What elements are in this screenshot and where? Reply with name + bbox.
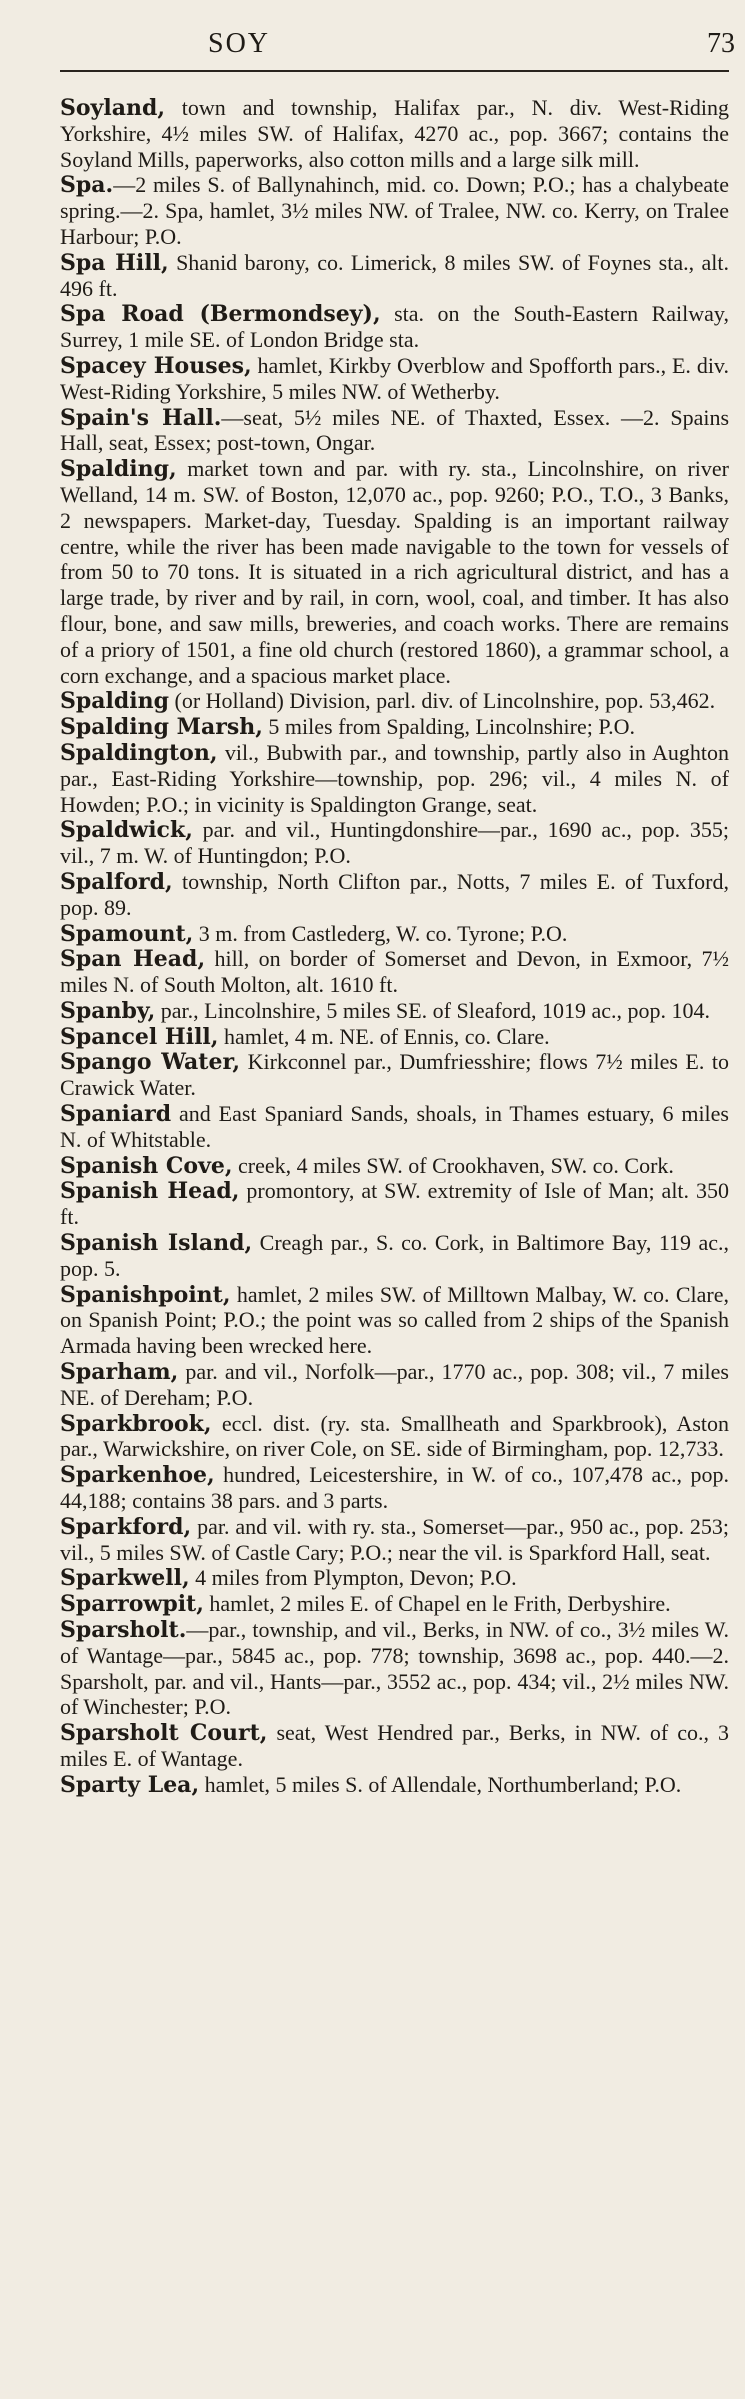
entry-description: hill, on border of Somerset and Devon, in Exmoor, 7½ miles N. of South Molton, alt. 1610 ft.	[60, 946, 730, 998]
entry-headword: Soyland,	[60, 95, 165, 121]
gazetteer-entry	[60, 715, 729, 741]
entry-headword: Spacey Houses,	[60, 352, 252, 379]
entry-headword: Spango Water,	[60, 1049, 241, 1076]
entry-description: 4 miles from Plympton, Devon; P.O.	[189, 1565, 517, 1591]
gazetteer-entry	[60, 96, 729, 173]
running-head: SOY	[208, 28, 271, 59]
gazetteer-entry	[60, 689, 729, 715]
entry-description: promontory, at SW. extremity of Isle of Man; alt. 350 ft.	[60, 1178, 729, 1230]
entry-description: market town and par. with ry. sta., Lincolnshire, on river Welland, 14 m. SW. of Boston, 12,070 ac., pop. 9260; P.O., T.O., 3 Banks, 2 newspapers. Market-day, Tuesday. Spalding is an important railway centre, while the river has been made navigable to the town for vessels of from 50 to 70 tons. It is situated in a rich agricultural district, and has a large trade, by river and by rail, in corn, wool, coal, and timber. It has also flour, bone, and saw mills, breweries, and coach works. There are remains of a priory of 1501, a fine old church (restored 1860), a grammar school, a corn exchange, and a spacious market place.	[60, 456, 729, 688]
gazetteer-entry	[60, 1412, 729, 1464]
entry-description: seat, West Hendred par., Berks, in NW. of co., 3 miles E. of Wantage.	[60, 1720, 729, 1771]
entry-description: par. and vil., Norfolk—par., 1770 ac., pop. 308; vil., 7 miles NE. of Dereham; P.O.	[60, 1359, 729, 1410]
entry-headword: Spalford,	[60, 868, 173, 895]
entry-description: 5 miles from Spalding, Lincolnshire; P.O.	[262, 714, 636, 740]
entry-description: creek, 4 miles SW. of Crookhaven, SW. co. Cork.	[232, 1152, 674, 1178]
gazetteer-entry	[60, 302, 729, 354]
entry-list	[60, 96, 729, 1799]
entry-description: —par., township, and vil., Berks, in NW. of co., 3½ miles W. of Wantage—par., 5845 ac., pop. 778; township, 3698 ac., pop. 440.—2. Sparsholt, par. and vil., Hants—par., 3552 ac., pop. 434; vil., 2½ miles NW. of Winchester; P.O.	[60, 1617, 729, 1720]
entry-description: (or Holland) Division, parl. div. of Lincolnshire, pop. 53,462.	[169, 688, 716, 714]
entry-headword: Spanish Island,	[60, 1230, 253, 1257]
entry-headword: Sparsholt Court,	[60, 1720, 268, 1747]
header-rule	[60, 70, 729, 72]
entry-headword: Spanish Head,	[60, 1178, 240, 1205]
gazetteer-entry	[60, 741, 729, 818]
gazetteer-entry	[60, 1050, 729, 1102]
entry-description: hundred, Leicestershire, in W. of co., 107,478 ac., pop. 44,188; contains 38 pars. and 3 parts.	[60, 1462, 729, 1514]
gazetteer-entry	[60, 1231, 729, 1283]
gazetteer-entry	[60, 1025, 729, 1051]
gazetteer-entry	[60, 1179, 729, 1231]
entry-headword: Spa Road (Bermondsey),	[60, 301, 381, 328]
entry-description: hamlet, Kirkby Overblow and Spofforth pars., E. div. West-Riding Yorkshire, 5 miles NW. of Wetherby.	[60, 352, 730, 404]
entry-description: 3 m. from Castlederg, W. co. Tyrone; P.O.	[193, 920, 568, 946]
gazetteer-entry	[60, 1360, 729, 1412]
entry-headword: Sparkford,	[60, 1513, 192, 1540]
entry-headword: Span Head,	[60, 946, 206, 973]
gazetteer-entry	[60, 1618, 729, 1721]
gazetteer-entry	[60, 870, 729, 922]
entry-headword: Spanish Cove,	[60, 1152, 233, 1179]
gazetteer-entry	[60, 1154, 729, 1180]
gazetteer-entry	[60, 251, 729, 303]
entry-headword: Spalding,	[60, 456, 177, 483]
gazetteer-entry	[60, 947, 729, 999]
gazetteer-entry	[60, 457, 729, 689]
entry-description: town and township, Halifax par., N. div. West-Riding Yorkshire, 4½ miles SW. of Halifax, 4270 ac., pop. 3667; contains the Soyland Mills, paperworks, also cotton mills and a large silk mill.	[60, 95, 729, 172]
gazetteer-entry	[60, 1592, 729, 1618]
entry-headword: Sparkenhoe,	[60, 1462, 215, 1489]
entry-description: township, North Clifton par., Notts, 7 miles E. of Tuxford, pop. 89.	[60, 868, 729, 920]
entry-headword: Spanby,	[60, 997, 156, 1024]
entry-description: vil., Bubwith par., and township, partly also in Aughton par., East-Riding Yorkshire—township, pop. 296; vil., 4 miles N. of Howden; P.O.; in vicinity is Spaldington Grange, seat.	[60, 739, 729, 817]
gazetteer-entry	[60, 1566, 729, 1592]
entry-headword: Spamount,	[60, 920, 194, 947]
entry-headword: Sparty Lea,	[60, 1771, 200, 1798]
entry-headword: Sparham,	[60, 1359, 179, 1386]
entry-headword: Spaniard	[60, 1101, 172, 1128]
gazetteer-entry	[60, 1463, 729, 1515]
entry-description: par. and vil., Huntingdonshire—par., 1690 ac., pop. 355; vil., 7 m. W. of Huntingdon; P.O.	[60, 817, 729, 869]
entry-description: hamlet, 5 miles S. of Allendale, Northumberland; P.O.	[199, 1771, 682, 1797]
entry-headword: Sparkwell,	[60, 1565, 190, 1592]
page-number: 73	[707, 28, 735, 59]
entry-description: hamlet, 4 m. NE. of Ennis, co. Clare.	[218, 1023, 550, 1049]
gazetteer-entry	[60, 1283, 729, 1360]
gazetteer-entry	[60, 999, 729, 1025]
entry-description: and East Spaniard Sands, shoals, in Thames estuary, 6 miles N. of Whitstable.	[60, 1101, 729, 1152]
entry-description: Kirkconnel par., Dumfriesshire; flows 7½ miles E. to Crawick Water.	[60, 1049, 729, 1101]
entry-headword: Spanishpoint,	[60, 1281, 231, 1308]
gazetteer-entry	[60, 1773, 729, 1799]
entry-headword: Spaldington,	[60, 739, 218, 766]
entry-headword: Spa Hill,	[60, 249, 169, 276]
gazetteer-entry	[60, 173, 729, 250]
entry-headword: Spa.	[60, 172, 114, 199]
entry-description: sta. on the South-Eastern Railway, Surrey, 1 mile SE. of London Bridge sta.	[60, 301, 729, 353]
entry-headword: Spancel Hill,	[60, 1023, 219, 1050]
gazetteer-entry	[60, 1515, 729, 1567]
entry-headword: Spaldwick,	[60, 817, 193, 844]
entry-description: hamlet, 2 miles E. of Chapel en le Frith, Derbyshire.	[203, 1591, 671, 1617]
page-header	[60, 0, 735, 70]
entry-description: par., Lincolnshire, 5 miles SE. of Sleaford, 1019 ac., pop. 104.	[155, 997, 711, 1023]
entry-description: Creagh par., S. co. Cork, in Baltimore Bay, 119 ac., pop. 5.	[60, 1230, 729, 1281]
entry-headword: Sparkbrook,	[60, 1410, 212, 1437]
entry-description: hamlet, 2 miles SW. of Milltown Malbay, W. co. Clare, on Spanish Point; P.O.; the point was so called from 2 ships of the Spanish Armada having been wrecked here.	[60, 1281, 729, 1359]
entry-description: Shanid barony, co. Limerick, 8 miles SW. of Foynes sta., alt. 496 ft.	[60, 249, 729, 301]
gazetteer-entry	[60, 1102, 729, 1154]
entry-headword: Spain's Hall.	[60, 404, 222, 431]
gazetteer-entry	[60, 354, 729, 406]
entry-description: par. and vil. with ry. sta., Somerset—par., 950 ac., pop. 253; vil., 5 miles SW. of Castle Cary; P.O.; near the vil. is Sparkford Hall, seat.	[60, 1513, 729, 1565]
entry-headword: Sparrowpit,	[60, 1591, 204, 1618]
gazetteer-entry	[60, 1721, 729, 1773]
entry-description: —seat, 5½ miles NE. of Thaxted, Essex. —2. Spains Hall, seat, Essex; post-town, Ongar.	[60, 404, 730, 456]
entry-headword: Spalding	[60, 688, 170, 715]
gazetteer-entry	[60, 406, 729, 458]
gazetteer-entry	[60, 922, 729, 948]
gazetteer-entry	[60, 818, 729, 870]
entry-headword: Spalding Marsh,	[60, 714, 263, 741]
entry-headword: Sparsholt.	[60, 1617, 187, 1644]
entry-description: eccl. dist. (ry. sta. Smallheath and Sparkbrook), Aston par., Warwickshire, on river Cole, on SE. side of Birmingham, pop. 12,733.	[60, 1410, 729, 1462]
entry-description: —2 miles S. of Ballynahinch, mid. co. Down; P.O.; has a chalybeate spring.—2. Spa, hamlet, 3½ miles NW. of Tralee, NW. co. Kerry, on Tralee Harbour; P.O.	[60, 172, 729, 249]
